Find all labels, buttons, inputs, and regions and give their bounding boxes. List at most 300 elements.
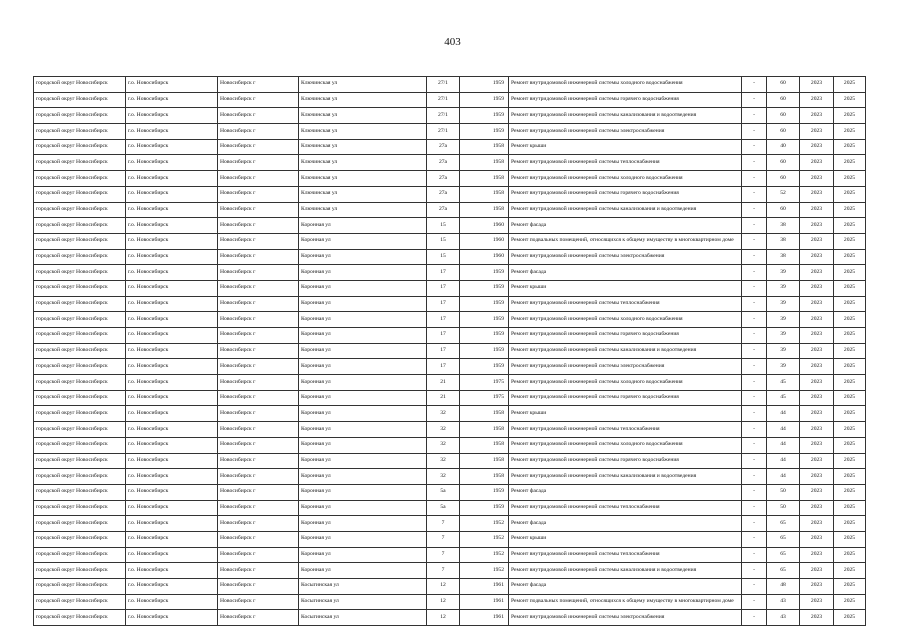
build-year-cell: 1958 [460,139,509,155]
district-cell: г.о. Новосибирск [126,500,218,516]
start-year-cell: 2023 [800,328,834,344]
value-cell: 44 [767,422,800,438]
work-type-cell: Ремонт внутридомовой инженерной системы электроснабжения [509,359,742,375]
build-year-cell: 1959 [460,343,509,359]
district-cell: г.о. Новосибирск [126,375,218,391]
district-cell: г.о. Новосибирск [126,563,218,579]
district-cell: г.о. Новосибирск [126,124,218,140]
dash-cell: - [742,124,767,140]
table-row [34,406,866,422]
build-year-cell: 1958 [460,469,509,485]
municipality-cell: городской округ Новосибирск [34,516,126,532]
value-cell: 38 [767,233,800,249]
value-cell: 39 [767,343,800,359]
repair-schedule-table [33,76,866,626]
district-cell: г.о. Новосибирск [126,343,218,359]
build-year-cell: 1959 [460,328,509,344]
district-cell: г.о. Новосибирск [126,296,218,312]
municipality-cell: городской округ Новосибирск [34,249,126,265]
table-row [34,500,866,516]
work-type-cell: Ремонт фасада [509,484,742,500]
build-year-cell: 1959 [460,500,509,516]
dash-cell: - [742,218,767,234]
build-year-cell: 1961 [460,610,509,626]
municipality-cell: городской округ Новосибирск [34,328,126,344]
house-number-cell: 27а [427,186,460,202]
city-cell: Новосибирск г [218,249,299,265]
value-cell: 60 [767,77,800,93]
work-type-cell: Ремонт фасада [509,265,742,281]
end-year-cell: 2025 [834,375,866,391]
street-cell: Коронная ул [299,516,427,532]
dash-cell: - [742,484,767,500]
city-cell: Новосибирск г [218,343,299,359]
build-year-cell: 1958 [460,422,509,438]
house-number-cell: 32 [427,437,460,453]
build-year-cell: 1958 [460,202,509,218]
house-number-cell: 27/1 [427,124,460,140]
work-type-cell: Ремонт крыши [509,406,742,422]
municipality-cell: городской округ Новосибирск [34,484,126,500]
house-number-cell: 21 [427,375,460,391]
value-cell: 50 [767,500,800,516]
end-year-cell: 2025 [834,328,866,344]
district-cell: г.о. Новосибирск [126,92,218,108]
work-type-cell: Ремонт внутридомовой инженерной системы горячего водоснабжения [509,328,742,344]
city-cell: Новосибирск г [218,547,299,563]
build-year-cell: 1959 [460,92,509,108]
street-cell: Коронная ул [299,500,427,516]
end-year-cell: 2025 [834,422,866,438]
work-type-cell: Ремонт внутридомовой инженерной системы канализования и водоотведения [509,469,742,485]
city-cell: Новосибирск г [218,453,299,469]
build-year-cell: 1959 [460,359,509,375]
municipality-cell: городской округ Новосибирск [34,233,126,249]
table-row [34,92,866,108]
city-cell: Новосибирск г [218,139,299,155]
value-cell: 43 [767,610,800,626]
end-year-cell: 2025 [834,296,866,312]
table-row [34,531,866,547]
dash-cell: - [742,531,767,547]
municipality-cell: городской округ Новосибирск [34,171,126,187]
house-number-cell: 32 [427,406,460,422]
district-cell: г.о. Новосибирск [126,186,218,202]
municipality-cell: городской округ Новосибирск [34,186,126,202]
table-row [34,218,866,234]
table-row [34,186,866,202]
work-type-cell: Ремонт внутридомовой инженерной системы электроснабжения [509,610,742,626]
table-row [34,375,866,391]
dash-cell: - [742,500,767,516]
build-year-cell: 1960 [460,218,509,234]
start-year-cell: 2023 [800,500,834,516]
city-cell: Новосибирск г [218,265,299,281]
work-type-cell: Ремонт внутридомовой инженерной системы теплоснабжения [509,155,742,171]
street-cell: Ключинская ул [299,202,427,218]
table-row [34,359,866,375]
dash-cell: - [742,359,767,375]
district-cell: г.о. Новосибирск [126,202,218,218]
work-type-cell: Ремонт подвальных помещений, относящихся к общему имуществу в многоквартирном доме [509,594,742,610]
value-cell: 39 [767,280,800,296]
work-type-cell: Ремонт внутридомовой инженерной системы теплоснабжения [509,296,742,312]
table-row [34,437,866,453]
street-cell: Коронная ул [299,280,427,296]
street-cell: Коронная ул [299,422,427,438]
value-cell: 60 [767,92,800,108]
house-number-cell: 17 [427,280,460,296]
value-cell: 44 [767,437,800,453]
work-type-cell: Ремонт фасада [509,218,742,234]
start-year-cell: 2023 [800,453,834,469]
house-number-cell: 32 [427,469,460,485]
street-cell: Ключинская ул [299,92,427,108]
work-type-cell: Ремонт внутридомовой инженерной системы горячего водоснабжения [509,186,742,202]
city-cell: Новосибирск г [218,77,299,93]
street-cell: Коронная ул [299,531,427,547]
start-year-cell: 2023 [800,469,834,485]
build-year-cell: 1959 [460,280,509,296]
dash-cell: - [742,453,767,469]
value-cell: 60 [767,124,800,140]
dash-cell: - [742,437,767,453]
build-year-cell: 1959 [460,484,509,500]
table-row [34,280,866,296]
value-cell: 44 [767,453,800,469]
table-row [34,563,866,579]
house-number-cell: 32 [427,422,460,438]
end-year-cell: 2025 [834,218,866,234]
street-cell: Коронная ул [299,563,427,579]
end-year-cell: 2025 [834,233,866,249]
house-number-cell: 12 [427,594,460,610]
municipality-cell: городской округ Новосибирск [34,375,126,391]
start-year-cell: 2023 [800,359,834,375]
value-cell: 65 [767,516,800,532]
build-year-cell: 1952 [460,516,509,532]
city-cell: Новосибирск г [218,531,299,547]
build-year-cell: 1952 [460,563,509,579]
municipality-cell: городской округ Новосибирск [34,547,126,563]
end-year-cell: 2025 [834,92,866,108]
house-number-cell: 27а [427,155,460,171]
work-type-cell: Ремонт внутридомовой инженерной системы канализования и водоотведения [509,563,742,579]
table-row [34,390,866,406]
city-cell: Новосибирск г [218,218,299,234]
build-year-cell: 1958 [460,171,509,187]
value-cell: 43 [767,594,800,610]
build-year-cell: 1959 [460,108,509,124]
build-year-cell: 1958 [460,437,509,453]
end-year-cell: 2025 [834,563,866,579]
district-cell: г.о. Новосибирск [126,155,218,171]
work-type-cell: Ремонт крыши [509,139,742,155]
work-type-cell: Ремонт внутридомовой инженерной системы электроснабжения [509,124,742,140]
table-row [34,484,866,500]
value-cell: 45 [767,390,800,406]
district-cell: г.о. Новосибирск [126,139,218,155]
district-cell: г.о. Новосибирск [126,579,218,595]
municipality-cell: городской округ Новосибирск [34,155,126,171]
house-number-cell: 32 [427,453,460,469]
build-year-cell: 1959 [460,312,509,328]
work-type-cell: Ремонт внутридомовой инженерной системы электроснабжения [509,249,742,265]
end-year-cell: 2025 [834,406,866,422]
house-number-cell: 27а [427,139,460,155]
table-row [34,547,866,563]
dash-cell: - [742,265,767,281]
value-cell: 40 [767,139,800,155]
city-cell: Новосибирск г [218,610,299,626]
build-year-cell: 1975 [460,375,509,391]
build-year-cell: 1959 [460,124,509,140]
house-number-cell: 27а [427,171,460,187]
district-cell: г.о. Новосибирск [126,594,218,610]
district-cell: г.о. Новосибирск [126,108,218,124]
build-year-cell: 1959 [460,296,509,312]
build-year-cell: 1975 [460,390,509,406]
work-type-cell: Ремонт внутридомовой инженерной системы холодного водоснабжения [509,375,742,391]
table-row [34,171,866,187]
municipality-cell: городской округ Новосибирск [34,92,126,108]
start-year-cell: 2023 [800,280,834,296]
table-row [34,249,866,265]
work-type-cell: Ремонт внутридомовой инженерной системы холодного водоснабжения [509,77,742,93]
start-year-cell: 2023 [800,516,834,532]
table-row [34,328,866,344]
start-year-cell: 2023 [800,77,834,93]
build-year-cell: 1961 [460,594,509,610]
dash-cell: - [742,579,767,595]
build-year-cell: 1960 [460,233,509,249]
end-year-cell: 2025 [834,547,866,563]
start-year-cell: 2023 [800,218,834,234]
work-type-cell: Ремонт внутридомовой инженерной системы теплоснабжения [509,547,742,563]
district-cell: г.о. Новосибирск [126,359,218,375]
build-year-cell: 1961 [460,579,509,595]
table-row [34,610,866,626]
end-year-cell: 2025 [834,139,866,155]
work-type-cell: Ремонт внутридомовой инженерной системы горячего водоснабжения [509,453,742,469]
street-cell: Косыгинская ул [299,594,427,610]
start-year-cell: 2023 [800,531,834,547]
start-year-cell: 2023 [800,296,834,312]
build-year-cell: 1959 [460,265,509,281]
table-row [34,516,866,532]
house-number-cell: 17 [427,359,460,375]
district-cell: г.о. Новосибирск [126,312,218,328]
house-number-cell: 17 [427,265,460,281]
district-cell: г.о. Новосибирск [126,610,218,626]
value-cell: 38 [767,249,800,265]
start-year-cell: 2023 [800,155,834,171]
table-row [34,108,866,124]
dash-cell: - [742,516,767,532]
district-cell: г.о. Новосибирск [126,422,218,438]
start-year-cell: 2023 [800,108,834,124]
table-row [34,422,866,438]
start-year-cell: 2023 [800,437,834,453]
city-cell: Новосибирск г [218,124,299,140]
district-cell: г.о. Новосибирск [126,265,218,281]
end-year-cell: 2025 [834,186,866,202]
build-year-cell: 1958 [460,406,509,422]
build-year-cell: 1959 [460,77,509,93]
dash-cell: - [742,202,767,218]
street-cell: Ключинская ул [299,139,427,155]
value-cell: 45 [767,375,800,391]
district-cell: г.о. Новосибирск [126,77,218,93]
start-year-cell: 2023 [800,422,834,438]
dash-cell: - [742,610,767,626]
start-year-cell: 2023 [800,233,834,249]
district-cell: г.о. Новосибирск [126,171,218,187]
street-cell: Коронная ул [299,547,427,563]
street-cell: Коронная ул [299,406,427,422]
municipality-cell: городской округ Новосибирск [34,469,126,485]
table-body [34,77,866,626]
street-cell: Коронная ул [299,233,427,249]
house-number-cell: 7 [427,547,460,563]
end-year-cell: 2025 [834,343,866,359]
municipality-cell: городской округ Новосибирск [34,406,126,422]
table-row [34,233,866,249]
house-number-cell: 17 [427,343,460,359]
city-cell: Новосибирск г [218,516,299,532]
table-row [34,202,866,218]
district-cell: г.о. Новосибирск [126,249,218,265]
end-year-cell: 2025 [834,77,866,93]
start-year-cell: 2023 [800,579,834,595]
build-year-cell: 1958 [460,186,509,202]
house-number-cell: 27/1 [427,92,460,108]
municipality-cell: городской округ Новосибирск [34,390,126,406]
district-cell: г.о. Новосибирск [126,531,218,547]
municipality-cell: городской округ Новосибирск [34,202,126,218]
street-cell: Коронная ул [299,218,427,234]
city-cell: Новосибирск г [218,500,299,516]
house-number-cell: 7 [427,516,460,532]
municipality-cell: городской округ Новосибирск [34,610,126,626]
street-cell: Ключинская ул [299,171,427,187]
city-cell: Новосибирск г [218,594,299,610]
street-cell: Коронная ул [299,469,427,485]
city-cell: Новосибирск г [218,563,299,579]
municipality-cell: городской округ Новосибирск [34,280,126,296]
city-cell: Новосибирск г [218,108,299,124]
work-type-cell: Ремонт фасада [509,579,742,595]
street-cell: Косыгинская ул [299,579,427,595]
dash-cell: - [742,422,767,438]
dash-cell: - [742,171,767,187]
district-cell: г.о. Новосибирск [126,547,218,563]
table-row [34,155,866,171]
district-cell: г.о. Новосибирск [126,390,218,406]
house-number-cell: 12 [427,579,460,595]
work-type-cell: Ремонт крыши [509,531,742,547]
dash-cell: - [742,375,767,391]
city-cell: Новосибирск г [218,469,299,485]
dash-cell: - [742,155,767,171]
end-year-cell: 2025 [834,437,866,453]
city-cell: Новосибирск г [218,312,299,328]
build-year-cell: 1960 [460,249,509,265]
city-cell: Новосибирск г [218,202,299,218]
dash-cell: - [742,469,767,485]
table-row [34,139,866,155]
start-year-cell: 2023 [800,124,834,140]
dash-cell: - [742,139,767,155]
municipality-cell: городской округ Новосибирск [34,579,126,595]
start-year-cell: 2023 [800,547,834,563]
street-cell: Коронная ул [299,296,427,312]
street-cell: Косыгинская ул [299,610,427,626]
house-number-cell: 7 [427,563,460,579]
value-cell: 44 [767,406,800,422]
municipality-cell: городской округ Новосибирск [34,359,126,375]
dash-cell: - [742,280,767,296]
value-cell: 44 [767,469,800,485]
street-cell: Коронная ул [299,343,427,359]
municipality-cell: городской округ Новосибирск [34,343,126,359]
municipality-cell: городской округ Новосибирск [34,218,126,234]
build-year-cell: 1958 [460,155,509,171]
start-year-cell: 2023 [800,171,834,187]
value-cell: 38 [767,218,800,234]
dash-cell: - [742,233,767,249]
work-type-cell: Ремонт внутридомовой инженерной системы теплоснабжения [509,422,742,438]
dash-cell: - [742,390,767,406]
district-cell: г.о. Новосибирск [126,328,218,344]
street-cell: Коронная ул [299,453,427,469]
street-cell: Коронная ул [299,437,427,453]
table-row [34,343,866,359]
start-year-cell: 2023 [800,249,834,265]
start-year-cell: 2023 [800,406,834,422]
end-year-cell: 2025 [834,108,866,124]
city-cell: Новосибирск г [218,280,299,296]
district-cell: г.о. Новосибирск [126,484,218,500]
district-cell: г.о. Новосибирск [126,233,218,249]
street-cell: Коронная ул [299,265,427,281]
municipality-cell: городской округ Новосибирск [34,563,126,579]
table-row [34,296,866,312]
table-row [34,453,866,469]
table-row [34,312,866,328]
end-year-cell: 2025 [834,280,866,296]
start-year-cell: 2023 [800,202,834,218]
table-row [34,124,866,140]
city-cell: Новосибирск г [218,186,299,202]
end-year-cell: 2025 [834,610,866,626]
start-year-cell: 2023 [800,265,834,281]
district-cell: г.о. Новосибирск [126,437,218,453]
street-cell: Коронная ул [299,328,427,344]
work-type-cell: Ремонт внутридомовой инженерной системы холодного водоснабжения [509,312,742,328]
municipality-cell: городской округ Новосибирск [34,77,126,93]
street-cell: Коронная ул [299,359,427,375]
work-type-cell: Ремонт внутридомовой инженерной системы канализования и водоотведения [509,202,742,218]
city-cell: Новосибирск г [218,171,299,187]
start-year-cell: 2023 [800,484,834,500]
value-cell: 39 [767,296,800,312]
value-cell: 52 [767,186,800,202]
city-cell: Новосибирск г [218,155,299,171]
dash-cell: - [742,312,767,328]
end-year-cell: 2025 [834,171,866,187]
city-cell: Новосибирск г [218,296,299,312]
